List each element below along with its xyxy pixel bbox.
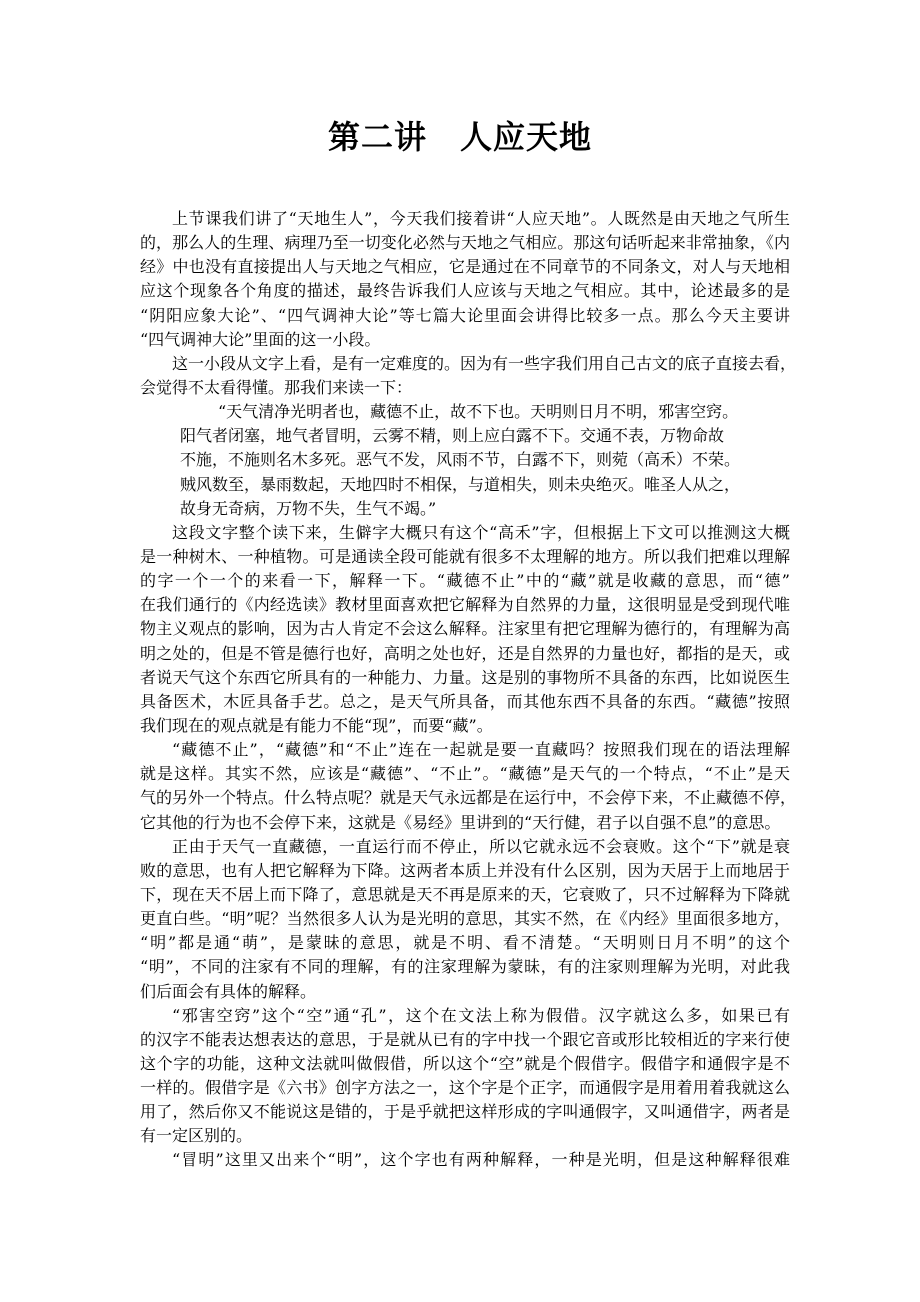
text-line: 贼风数至，暴雨数起，天地四时不相保，与道相失，则未央绝灭。唯圣人从之，	[180, 474, 741, 494]
text-line: “阴阳应象大论”、“四气调神大论”等七篇大论里面会讲得比较多一点。那么今天主要讲	[140, 305, 790, 325]
text-line: 一样的。假借字是《六书》创字方法之一，这个字是个正字，而通假字是用着用着我就这么	[140, 1078, 790, 1098]
paragraph	[140, 835, 790, 1004]
paragraph	[140, 352, 797, 400]
text-line: “明”，不同的注家有不同的理解，有的注家理解为蒙昧，有的注家则理解为光明，对此我	[140, 957, 790, 977]
text-line: 会觉得不太看得懂。那我们来读一下：	[140, 377, 413, 397]
paragraph	[140, 738, 797, 835]
text-line: 下，现在天不居上而下降了，意思就是天不再是原来的天，它衰败了，只不过解释为下降就	[140, 884, 790, 904]
text-line: 应这个现象各个角度的描述，最终告诉我们人应该与天地之气相应。其中，论述最多的是	[140, 281, 790, 301]
text-line: 这段文字整个读下来，生僻字大概只有这个“高禾”字，但根据上下文可以推测这大概	[172, 522, 790, 542]
text-line: 这一小段从文字上看，是有一定难度的。因为有一些字我们用自己古文的底子直接去看，	[172, 353, 797, 373]
text-line: 物主义观点的影响，因为古人肯定不会这么解释。注家里有把它理解为德行的，有理解为高	[140, 619, 790, 639]
text-line: 者说天气这个东西它所具有的一种能力、力量。这是别的事物所不具备的东西，比如说医生	[140, 667, 790, 687]
paragraph	[140, 207, 790, 352]
text-line: 这个字的功能，这种文法就叫做假借，所以这个“空”就是个假借字。假借字和通假字是不	[140, 1053, 790, 1073]
paragraph	[140, 1148, 790, 1172]
text-line: 具备医术，木匠具备手艺。总之，是天气所具备，而其他东西不具备的东西。“藏德”按照	[140, 691, 790, 711]
text-line: “冒明”这里又出来个“明”，这个字也有两种解释，一种是光明，但是这种解释很难	[172, 1150, 790, 1170]
text-line: 更直白些。“明”呢？当然很多人认为是光明的意思，其实不然，在《内经》里面很多地方，	[140, 909, 790, 929]
text-line: “四气调神大论”里面的这一小段。	[140, 329, 381, 349]
paragraph	[140, 521, 790, 738]
text-line: 不施，不施则名木多死。恶气不发，风雨不节，白露不下，则菀（高禾）不荣。	[180, 450, 741, 470]
text-line: 的，那么人的生理、病理乃至一切变化必然与天地之气相应。那这句话听起来非常抽象，《内	[140, 233, 790, 253]
text-line: 正由于天气一直藏德，一直运行而不停止，所以它就永远不会衰败。这个“下”就是衰	[172, 836, 790, 856]
text-line: 就是这样。其实不然，应该是“藏德”、“不止”。“藏德”是天气的一个特点，“不止”是天	[140, 764, 790, 784]
text-line: 用了，然后你又不能说这是错的，于是乎就把这样形成的字叫通假字，又叫通借字，两者是	[140, 1102, 790, 1122]
text-line: “天气清净光明者也，藏德不止，故不下也。天明则日月不明，邪害空窍。	[218, 402, 739, 422]
text-line: 的字一个一个的来看一下，解释一下。“藏德不止”中的“藏”就是收藏的意思，而“德”	[140, 571, 790, 591]
text-line: 是一种树木、一种植物。可是通读全段可能就有很多不太理解的地方。所以我们把难以理解	[140, 546, 790, 566]
text-line: 故身无奇病，万物不失，生气不竭。”	[180, 498, 437, 518]
quoted-passage	[140, 400, 790, 521]
document-body	[140, 207, 797, 1173]
text-line: 有一定区别的。	[140, 1126, 253, 1146]
text-line: 败的意思，也有人把它解释为下降。这两者本质上并没有什么区别，因为天居于上而地居于	[140, 860, 790, 880]
text-line: 上节课我们讲了“天地生人”，今天我们接着讲“人应天地”。人既然是由天地之气所生	[172, 209, 790, 228]
text-line: 阳气者闭塞，地气者冒明，云雾不精，则上应白露不下。交通不表，万物命故	[180, 426, 725, 446]
text-line: 们后面会有具体的解释。	[140, 981, 317, 1001]
text-line: “明”都是通“萌”，是蒙昧的意思，就是不明、看不清楚。“天明则日月不明”的这个	[140, 933, 790, 953]
text-line: 气的另外一个特点。什么特点呢？就是天气永远都是在运行中，不会停下来，不止藏德不停，	[140, 788, 797, 808]
text-line: 它其他的行为也不会停下来，这就是《易经》里讲到的“天行健，君子以自强不息”的意思。	[140, 812, 781, 832]
page-title: 第二讲 人应天地	[327, 118, 592, 156]
text-line: “邪害空窍”这个“空”通“孔”，这个在文法上称为假借。汉字就这么多，如果已有	[172, 1005, 790, 1025]
paragraph	[140, 1004, 790, 1149]
text-line: 我们现在的观点就是有能力不能“现”，而要“藏”。	[140, 715, 493, 735]
text-line: “藏德不止”，“藏德”和“不止”连在一起就是要一直藏吗？按照我们现在的语法理解	[172, 740, 790, 760]
text-line: 经》中也没有直接提出人与天地之气相应，它是通过在不同章节的不同条文，对人与天地相	[140, 257, 790, 277]
text-line: 在我们通行的《内经选读》教材里面喜欢把它解释为自然界的力量，这很明显是受到现代唯	[140, 595, 790, 615]
text-line: 的汉字不能表达想表达的意思，于是就从已有的字中找一个跟它音或形比较相近的字来行使	[140, 1029, 790, 1049]
text-line: 明之处的，但是不管是德行也好，高明之处也好，还是自然界的力量也好，都指的是天，或	[140, 643, 790, 663]
